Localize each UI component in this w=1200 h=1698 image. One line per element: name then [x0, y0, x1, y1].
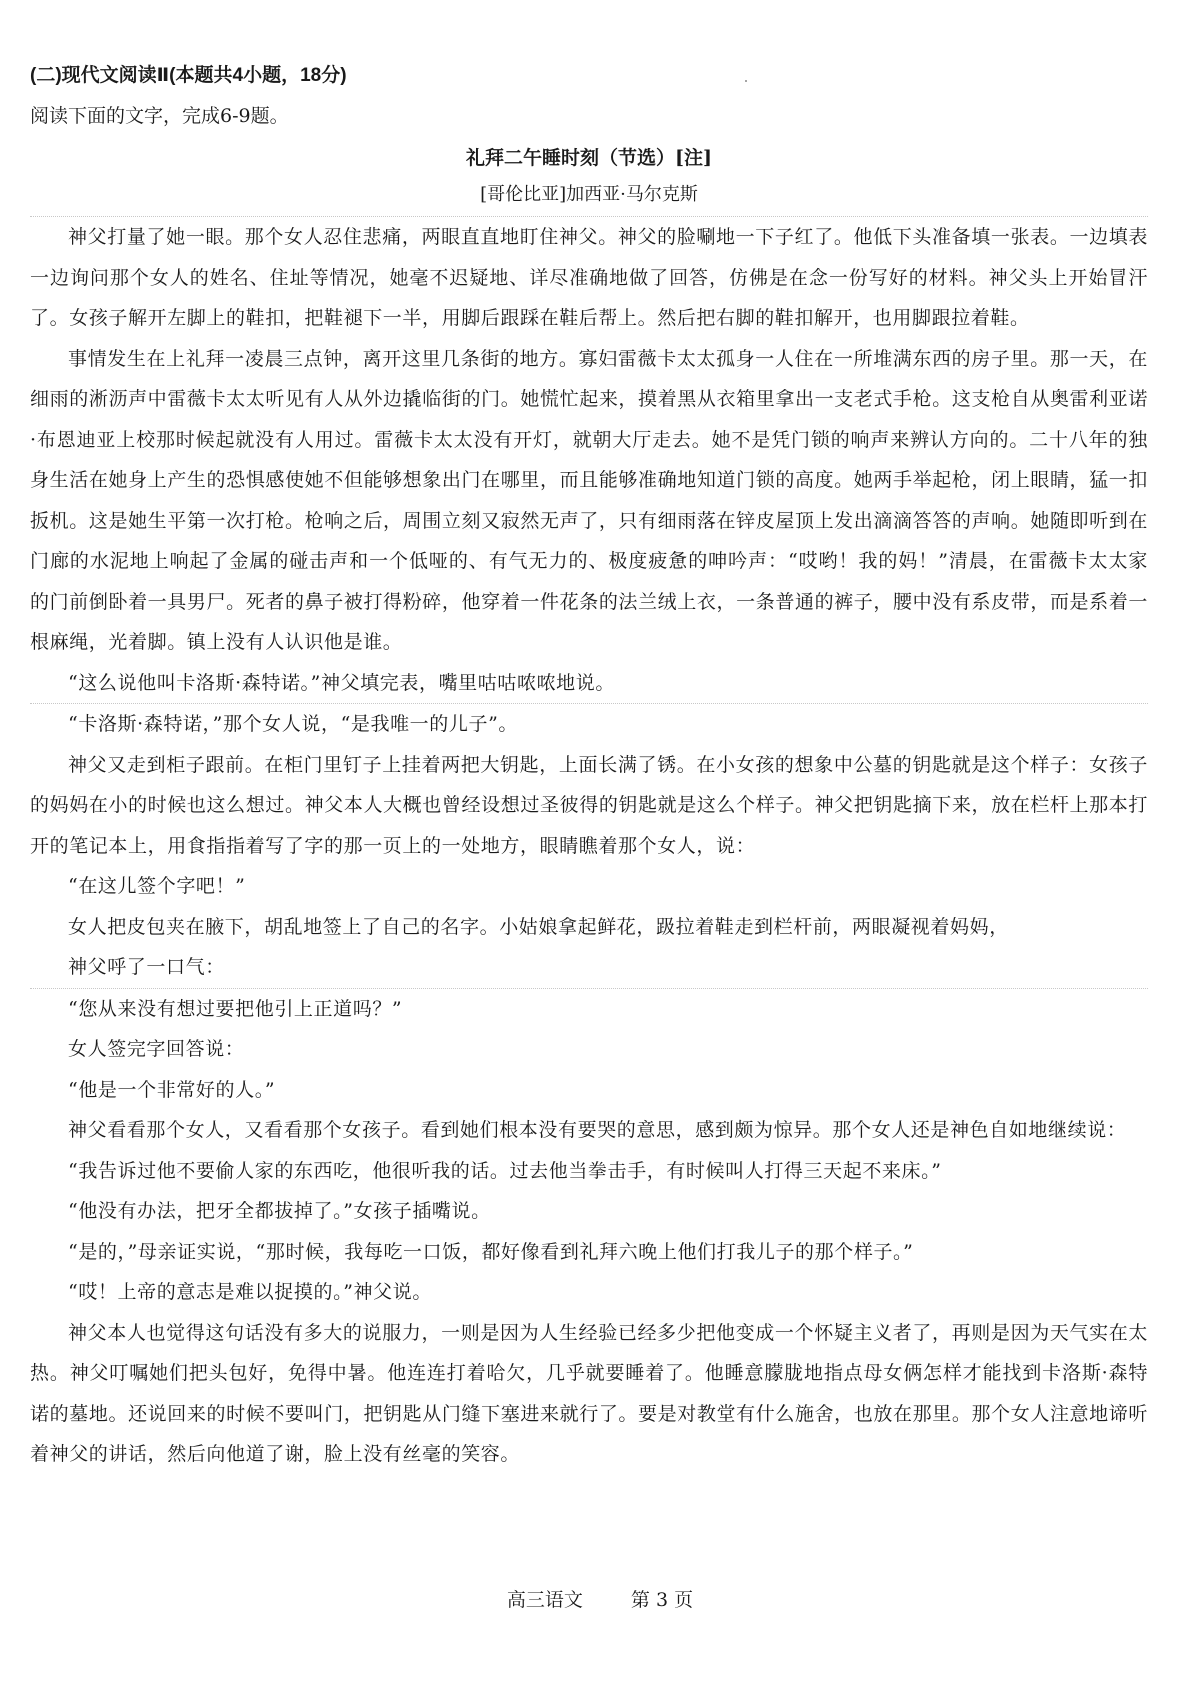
paragraph: “在这儿签个字吧！”	[68, 875, 246, 897]
paragraph: “这么说他叫卡洛斯·森特诺。”神父填完表，嘴里咕咕哝哝地说。	[68, 671, 615, 694]
paragraph: 女人签完字回答说：	[68, 1038, 245, 1060]
paragraph: 神父本人也觉得这句话没有多大的说服力，一则是因为人生经验已经多少把他变成一个怀疑主义者了，再则是因为天气实在太热。神父叮嘱她们把头包好，免得中暑。他连连打着哈欠，几乎就要睡着了。他睡意朦胧地指点母女俩怎样才能找到卡洛斯·森特诺的墓地。还说回来的时候不要叫门，把钥匙从门缝下塞进来就行了。要是对教堂有什么施舍，也放在那里。那个女人注意地谛听着神父的讲话，然后向他道了谢，脸上没有丝毫的笑容。	[30, 1321, 1148, 1465]
instruction-text: 阅读下面的文字，完成6-9题。	[30, 105, 289, 127]
footer-page-number: 第 3 页	[630, 1589, 694, 1611]
footer-subject: 高三语文	[506, 1589, 583, 1611]
paragraph: “卡洛斯·森特诺，”那个女人说，“是我唯一的儿子”。	[68, 713, 518, 735]
page-footer	[0, 1586, 1200, 1614]
article-body	[30, 217, 1148, 1475]
paragraph: “是的，”母亲证实说，“那时候，我每吃一口饭，都好像看到礼拜六晚上他们打我儿子的那个样子。”	[68, 1240, 914, 1263]
paragraph: 女人把皮包夹在腋下，胡乱地签上了自己的名字。小姑娘拿起鲜花，趿拉着鞋走到栏杆前，两眼凝视着妈妈，	[68, 915, 1009, 938]
paragraph: “他是一个非常好的人。”	[68, 1078, 276, 1101]
paragraph: 神父打量了她一眼。那个女人忍住悲痛，两眼直直地盯住神父。神父的脸唰地一下子红了。他低下头准备填一张表。一边填表一边询问那个女人的姓名、住址等情况，她毫不迟疑地、详尽准确地做了回答，仿佛是在念一份写好的材料。神父头上开始冒汗了。女孩子解开左脚上的鞋扣，把鞋褪下一半，用脚后跟踩在鞋后帮上。然后把右脚的鞋扣解开，也用脚跟拉着鞋。	[30, 226, 1148, 329]
article-title: 礼拜二午睡时刻（节选）[注]	[466, 147, 712, 169]
paragraph: “他没有办法，把牙全都拔掉了。”女孩子插嘴说。	[68, 1200, 491, 1222]
paragraph: “您从来没有想过要把他引上正道吗？”	[68, 997, 403, 1020]
article-author: [哥伦比亚]加西亚·马尔克斯	[480, 184, 698, 205]
document-page	[30, 62, 1148, 1475]
paragraph: 神父呼了一口气：	[68, 956, 225, 978]
paragraph: 事情发生在上礼拜一凌晨三点钟，离开这里几条街的地方。寡妇雷薇卡太太孤身一人住在一所堆满东西的房子里。那一天，在细雨的淅沥声中雷薇卡太太听见有人从外边撬临街的门。她慌忙起来，摸着黑从衣箱里拿出一支老式手枪。这支枪自从奥雷利亚诺·布恩迪亚上校那时候起就没有人用过。雷薇卡太太没有开灯，就朝大厅走去。她不是凭门锁的响声来辨认方向的。二十八年的独身生活在她身上产生的恐惧感使她不但能够想象出门在哪里，而且能够准确地知道门锁的高度。她两手举起枪，闭上眼睛，猛一扣扳机。这是她生平第一次打枪。枪响之后，周围立刻又寂然无声了，只有细雨落在锌皮屋顶上发出滴滴答答的声响。她随即听到在门廊的水泥地上响起了金属的碰击声和一个低哑的、有气无力的、极度疲惫的呻吟声：“哎哟！我的妈！”清晨，在雷薇卡太太家的门前倒卧着一具男尸。死者的鼻子被打得粉碎，他穿着一件花条的法兰绒上衣，一条普通的裤子，腰中没有系皮带，而是系着一根麻绳，光着脚。镇上没有人认识他是谁。	[30, 347, 1148, 653]
paragraph: 神父看看那个女人，又看看那个女孩子。看到她们根本没有要哭的意思，感到颇为惊异。那个女人还是神色自如地继续说：	[68, 1119, 1127, 1141]
paragraph: “哎！上帝的意志是难以捉摸的。”神父说。	[68, 1281, 432, 1303]
paragraph: 神父又走到柜子跟前。在柜门里钉子上挂着两把大钥匙，上面长满了锈。在小女孩的想象中公墓的钥匙就是这个样子：女孩子的妈妈在小的时候也这么想过。神父本人大概也曾经设想过圣彼得的钥匙就是这么个样子。神父把钥匙摘下来，放在栏杆上那本打开的笔记本上，用食指指着写了字的那一页上的一处地方，眼睛瞧着那个女人，说：	[30, 753, 1148, 857]
section-title: (二)现代文阅读Ⅱ(本题共4小题，18分)	[30, 65, 347, 86]
paragraph: “我告诉过他不要偷人家的东西吃，他很听我的话。过去他当拳击手，有时候叫人打得三天起不来床。”	[68, 1159, 942, 1182]
